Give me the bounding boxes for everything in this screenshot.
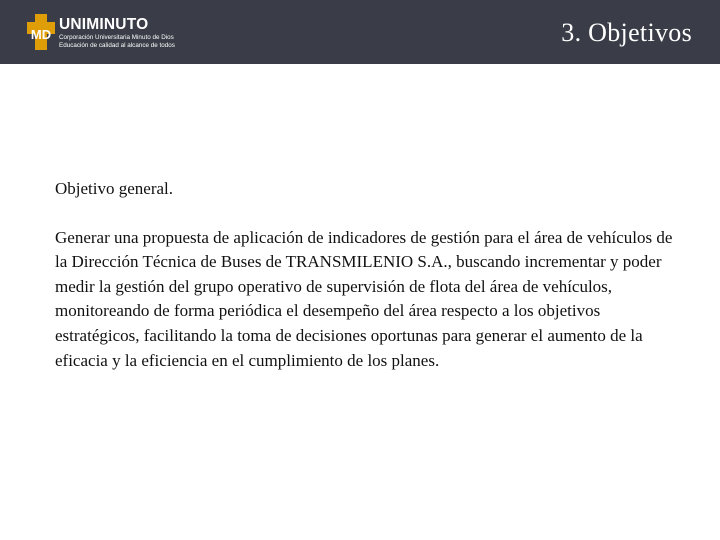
- slide-content: [55, 177, 685, 373]
- logo-tagline-line1: Corporación Universitaria Minuto de Dios: [59, 34, 174, 41]
- logo-wordmark: UNIMINUTO: [59, 16, 149, 33]
- section-heading: Objetivo general.: [55, 179, 174, 198]
- objective-paragraph: Generar una propuesta de aplicación de indicadores de gestión para el área de vehículos de la Dirección Técnica de Buses de TRANSMILENIO S.A., buscando incrementar y poder medir la gestión del grupo operativo de supervisión de flota del área de vehículos, monitoreando de forma periódica el desempeño del área respecto a los objetivos estratégicos, facilitando la toma de decisiones oportunas para generar el aumento de la eficacia y la eficiencia en el cumplimiento de los planes.: [55, 227, 673, 370]
- uniminuto-logo: [26, 10, 196, 54]
- logo-mark-text: MD: [30, 27, 52, 42]
- logo-emblem-icon: [26, 12, 56, 52]
- logo-tagline: [59, 34, 175, 49]
- logo-tagline-line2: Educación de calidad al alcance de todos: [59, 41, 175, 49]
- header-bar: [0, 0, 720, 64]
- slide-title: 3. Objetivos: [561, 18, 692, 47]
